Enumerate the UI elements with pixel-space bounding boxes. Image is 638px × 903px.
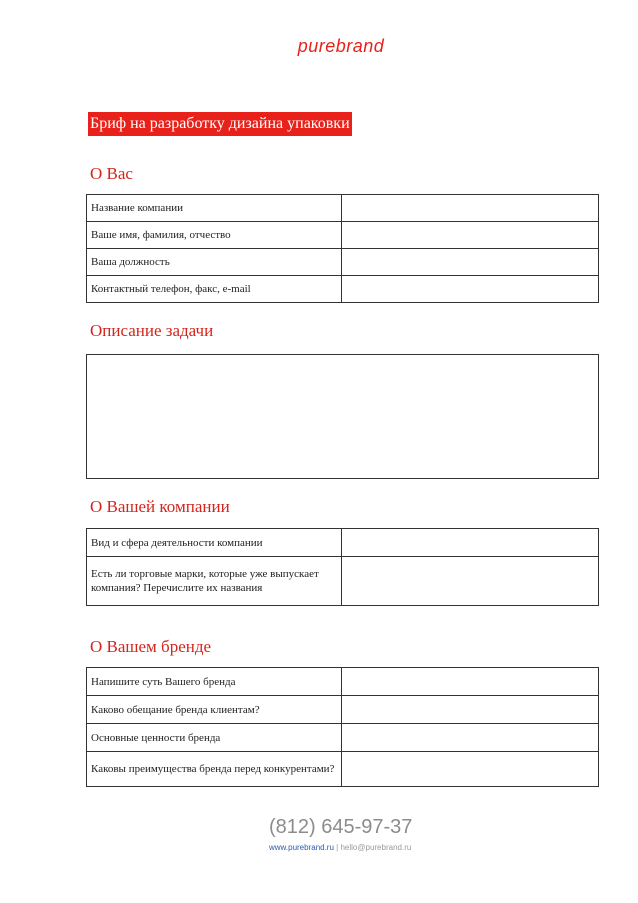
question-label: Каково обещание бренда клиентам? [87, 696, 342, 724]
table-row [87, 529, 599, 557]
table-row [87, 752, 599, 787]
answer-field[interactable] [341, 752, 598, 787]
section-heading-company: О Вашей компании [90, 497, 230, 516]
footer-phone: (812) 645-97-37 [269, 816, 413, 838]
email-link[interactable]: hello@purebrand.ru [340, 843, 412, 852]
brand-table [86, 667, 599, 787]
question-label: Каковы преимущества бренда перед конкурентами? [87, 752, 342, 787]
table-row [87, 276, 599, 303]
question-label: Есть ли торговые марки, которые уже выпускает компания? Перечислите их названия [87, 557, 342, 606]
table-row [87, 724, 599, 752]
answer-field[interactable] [341, 249, 598, 276]
footer-separator: | [336, 843, 339, 852]
table-row [87, 195, 599, 222]
table-row [87, 557, 599, 606]
question-label: Ваша должность [87, 249, 342, 276]
answer-field[interactable] [341, 668, 598, 696]
answer-field[interactable] [341, 696, 598, 724]
answer-field[interactable] [341, 222, 598, 249]
section-heading-brand: О Вашем бренде [90, 637, 212, 656]
table-row [87, 668, 599, 696]
document-title: Бриф на разработку дизайна упаковки [88, 112, 352, 136]
website-link[interactable]: www.purebrand.ru [269, 843, 334, 852]
answer-field[interactable] [341, 276, 598, 303]
section-heading-about-you: О Вас [90, 164, 133, 183]
answer-field[interactable] [341, 529, 598, 557]
question-label: Вид и сфера деятельности компании [87, 529, 342, 557]
question-label: Напишите суть Вашего бренда [87, 668, 342, 696]
question-label: Название компании [87, 195, 342, 222]
table-row [87, 249, 599, 276]
task-description-field[interactable] [86, 354, 599, 479]
question-label: Ваше имя, фамилия, отчество [87, 222, 342, 249]
question-label: Контактный телефон, факс, e-mail [87, 276, 342, 303]
about-you-table [86, 194, 599, 303]
table-row [87, 222, 599, 249]
question-label: Основные ценности бренда [87, 724, 342, 752]
answer-field[interactable] [341, 195, 598, 222]
answer-field[interactable] [341, 724, 598, 752]
section-heading-task: Описание задачи [90, 321, 214, 340]
company-table [86, 528, 599, 606]
brand-logo: purebrand [297, 36, 385, 56]
footer-contacts [269, 843, 411, 852]
table-row [87, 696, 599, 724]
answer-field[interactable] [341, 557, 598, 606]
